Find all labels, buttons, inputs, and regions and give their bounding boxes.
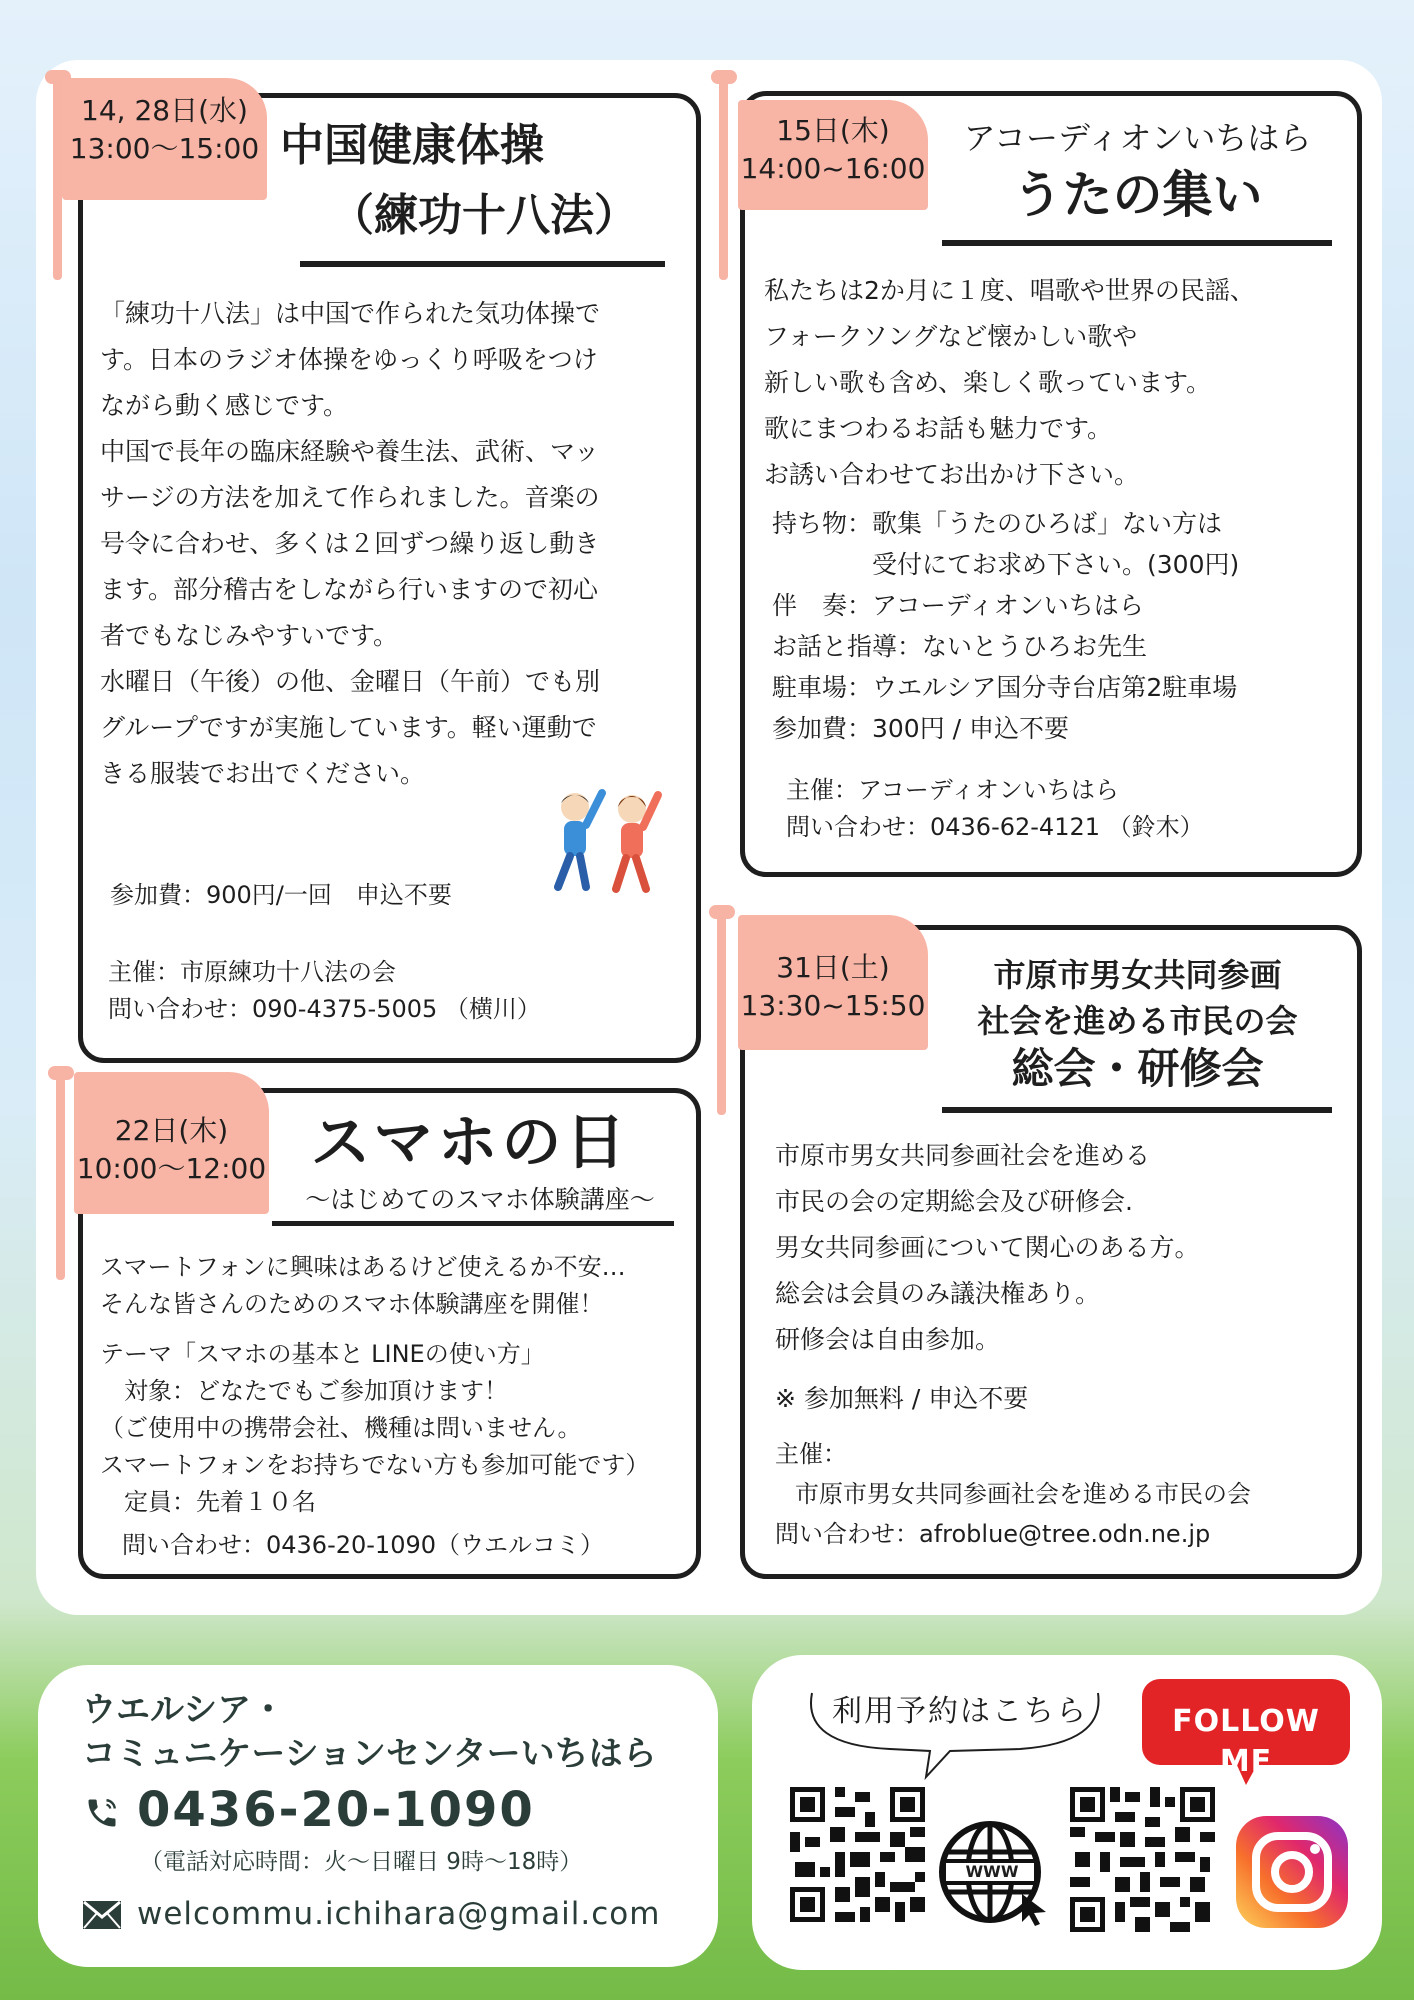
center-email[interactable]: welcommu.ichihara@gmail.com [137,1896,661,1932]
text-line: サージの方法を加えて作られました。音楽の [100,483,600,512]
text-line: 駐車場：ウエルシア国分寺台店第2駐車場 [772,673,1238,702]
singing-date-flag [738,100,928,210]
flag-knob [48,1066,74,1080]
qigong-organizer-block [108,954,541,1028]
smartphone-title-rule [272,1221,674,1226]
flag-pole [53,75,62,280]
text-line: 「練功十八法」は中国で作られた気功体操で [100,299,601,328]
text-line: お誘い合わせてお出かけ下さい。 [764,460,1140,489]
gender-title-rule [942,1107,1332,1113]
smartphone-contact-block [122,1527,604,1564]
gender-title-main [935,1042,1340,1096]
website-qr-code[interactable] [1070,1787,1215,1932]
text-line: 新しい歌も含め、楽しく歌っています。 [764,368,1212,397]
singing-title-rule [942,240,1332,246]
phone-icon [84,1795,120,1831]
qigong-organizer: 主催：市原練功十八法の会 [108,958,396,986]
smartphone-subtitle-text: 〜はじめてのスマホ体験講座〜 [305,1185,655,1214]
text-line: 歌にまつわるお話も魅力です。 [764,414,1113,443]
text-line: 市原市男女共同参画社会を進める [775,1141,1151,1170]
text-line: す。日本のラジオ体操をゆっくり呼吸をつけ [100,345,598,374]
center-name-line2: コミュニケーションセンターいちはら [82,1734,657,1774]
singing-date: 15日(木) [776,114,890,147]
text-line: テーマ「スマホの基本と LINEの使い方」 [100,1340,545,1368]
text-line: 私たちは2か月に１度、唱歌や世界の民謡、 [764,276,1255,305]
follow-me-text: FOLLOW ME [1172,1704,1320,1779]
exercising-people-illustration [540,785,675,895]
qigong-title-rule [300,261,665,267]
singing-organizer: 主催：アコーディオンいちはら [786,776,1119,804]
text-line: ます。部分稽古をしながら行いますので初心 [100,575,599,604]
gender-description [775,1133,1335,1363]
center-name-line1: ウエルシア・ [82,1690,286,1730]
flag-pole [717,910,726,1115]
smartphone-date: 22日(木) [114,1114,229,1147]
singing-description [764,268,1344,498]
singing-subtitle-text: アコーディオンいちはら [963,119,1312,157]
smartphone-time: 10:00〜12:00 [76,1152,267,1185]
gender-date-flag [738,915,928,1050]
gender-title-line1: 市原市男女共同参画 [993,956,1282,994]
flag-knob [709,905,735,919]
smartphone-subtitle [270,1182,690,1218]
qigong-title-line1: 中国健康体操 [280,120,544,171]
text-line: きる服装でお出でください。 [100,759,426,788]
singing-details [772,503,1352,749]
text-line: 持ち物：歌集「うたのひろば」ない方は [772,509,1223,538]
qigong-description [100,291,680,797]
qigong-time: 13:00〜15:00 [69,132,260,165]
gender-note [775,1376,1028,1422]
gender-note-text: ※ 参加無料 / 申込不要 [775,1384,1029,1413]
center-phone[interactable]: 0436-20-1090 [137,1782,535,1838]
instagram-icon[interactable] [1232,1812,1352,1932]
singing-title [940,163,1335,227]
www-label: WWW [965,1862,1019,1881]
text-line: グループですが実施しています。軽い運動で [100,713,597,742]
text-line: 号令に合わせ、多くは２回ずつ繰り返し動き [100,529,600,558]
singing-time: 14:00~16:00 [740,152,926,185]
gender-time: 13:30~15:50 [740,989,926,1022]
smartphone-title [290,1105,650,1181]
gender-organizer: 市原市男女共同参画社会を進める市民の会 [795,1480,1251,1508]
qigong-date: 14, 28日(水) [81,94,248,127]
singing-subtitle [935,116,1340,160]
text-line: 定員：先着１０名 [100,1488,316,1516]
center-hours: （電話対応時間：火〜日曜日 9時〜18時） [140,1849,583,1875]
center-name [82,1688,657,1776]
text-line: ながら動く感じです。 [100,391,349,420]
text-line: 水曜日（午後）の他、金曜日（午前）でも別 [100,667,601,696]
qigong-fee [110,872,452,918]
text-line: 市民の会の定期総会及び研修会. [775,1187,1133,1216]
reservation-qr-code[interactable] [790,1787,925,1922]
text-line: 参加費：300円 / 申込不要 [772,714,1070,743]
qigong-date-flag [62,78,267,200]
singing-organizer-block [786,772,1204,846]
gender-title-line2: 社会を進める市民の会 [977,1002,1298,1040]
flag-pole [56,1070,65,1280]
gender-organizer-block [775,1434,1251,1554]
singing-contact: 問い合わせ：0436-62-4121 （鈴木） [786,813,1204,841]
text-line: フォークソングなど懐かしい歌や [764,322,1138,351]
text-line: 伴 奏：アコーディオンいちはら [772,591,1144,620]
text-line: そんな皆さんのためのスマホ体験講座を開催！ [100,1290,604,1318]
qigong-contact: 問い合わせ：090-4375-5005 （横川） [108,995,541,1023]
text-line: 者でもなじみやすいです。 [100,621,399,650]
qigong-title-line2: （練功十八法） [330,190,638,241]
text-line: （ご使用中の携帯会社、機種は問いません。 [100,1414,582,1442]
flag-knob [711,70,737,84]
flag-pole [719,75,728,280]
smartphone-details [100,1336,700,1521]
text-line: お話と指導：ないとうひろお先生 [772,632,1148,661]
qigong-fee-text: 参加費：900円/一回 申込不要 [110,881,452,909]
smartphone-title-text: スマホの日 [310,1108,630,1178]
gender-organizer-label: 主催： [775,1440,847,1468]
singing-title-text: うたの集い [1012,166,1263,224]
text-line: スマートフォンに興味はあるけど使えるか不安… [100,1253,626,1281]
text-line: 総会は会員のみ議決権あり。 [775,1279,1101,1308]
reservation-label: 利用予約はこちら [832,1694,1088,1729]
qigong-title [280,118,610,174]
text-line: 対象：どなたでもご参加頂けます！ [100,1377,508,1405]
text-line: 研修会は自由参加。 [775,1325,1001,1354]
text-line: 受付にてお求め下さい。(300円) [772,550,1240,579]
text-line: 中国で長年の臨床経験や養生法、武術、マッ [100,437,600,466]
qigong-subtitle [330,188,670,244]
gender-date: 31日(土) [776,951,890,984]
smartphone-date-flag [74,1072,269,1214]
gender-contact: 問い合わせ：afroblue@tree.odn.ne.jp [775,1520,1211,1548]
text-line: 男女共同参画について関心のある方。 [775,1233,1200,1262]
text-line: スマートフォンをお持ちでない方も参加可能です） [100,1451,650,1479]
smartphone-intro [100,1249,690,1323]
gender-title-line3: 総会・研修会 [1011,1044,1264,1093]
gender-title [935,952,1340,1044]
smartphone-contact: 問い合わせ：0436-20-1090（ウエルコミ） [122,1531,605,1559]
mail-icon [82,1900,122,1930]
